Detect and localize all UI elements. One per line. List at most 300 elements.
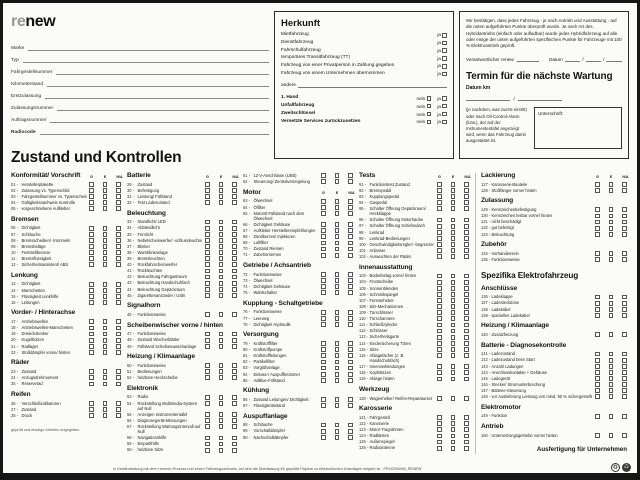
- checkbox-na[interactable]: [464, 182, 469, 187]
- checkbox-e[interactable]: [609, 394, 614, 399]
- checkbox-g[interactable]: [89, 188, 94, 193]
- checkbox-na[interactable]: [116, 294, 121, 299]
- checkbox-na[interactable]: [622, 382, 627, 387]
- checkbox-g[interactable]: [437, 236, 442, 241]
- checkbox-g[interactable]: [205, 436, 210, 441]
- checkbox-e[interactable]: [335, 284, 340, 289]
- checkbox-e[interactable]: [103, 194, 108, 199]
- checkbox-na[interactable]: [464, 280, 469, 285]
- checkbox-g[interactable]: [437, 298, 442, 303]
- checkbox-na[interactable]: [232, 424, 237, 429]
- checkbox-g[interactable]: [437, 194, 442, 199]
- checkbox-na[interactable]: [232, 188, 237, 193]
- checkbox-g[interactable]: [205, 188, 210, 193]
- checkbox-g[interactable]: [437, 274, 442, 279]
- checkbox-g[interactable]: [595, 214, 600, 219]
- checkbox-e[interactable]: [219, 194, 224, 199]
- checkbox-na[interactable]: [348, 341, 353, 346]
- checkbox-g[interactable]: [205, 250, 210, 255]
- checkbox-na[interactable]: [232, 182, 237, 187]
- checkbox-na[interactable]: [232, 200, 237, 205]
- checkbox-na[interactable]: [116, 326, 121, 331]
- checkbox-g[interactable]: [205, 332, 210, 337]
- checkbox-g[interactable]: [89, 413, 94, 418]
- checkbox-na[interactable]: [348, 272, 353, 277]
- km-input-line[interactable]: [518, 95, 562, 101]
- checkbox-na[interactable]: [348, 284, 353, 289]
- checkbox-g[interactable]: [437, 182, 442, 187]
- checkbox-na[interactable]: [348, 429, 353, 434]
- checkbox-e[interactable]: [335, 310, 340, 315]
- checkbox-g[interactable]: [321, 310, 326, 315]
- checkbox-e[interactable]: [451, 329, 456, 334]
- checkbox-na[interactable]: [464, 298, 469, 303]
- checkbox-na[interactable]: [348, 173, 353, 178]
- checkbox-na[interactable]: [116, 375, 121, 380]
- ja-checkbox[interactable]: [442, 48, 447, 53]
- checkbox-e[interactable]: [609, 257, 614, 262]
- checkbox-e[interactable]: [219, 281, 224, 286]
- checkbox-g[interactable]: [321, 403, 326, 408]
- ja-checkbox[interactable]: [442, 41, 447, 46]
- checkbox-na[interactable]: [464, 242, 469, 247]
- checkbox-e[interactable]: [219, 369, 224, 374]
- checkbox-e[interactable]: [219, 182, 224, 187]
- checkbox-g[interactable]: [89, 382, 94, 387]
- ja-checkbox[interactable]: [442, 33, 447, 38]
- checkbox-g[interactable]: [321, 247, 326, 252]
- checkbox-g[interactable]: [89, 332, 94, 337]
- checkbox-g[interactable]: [205, 287, 210, 292]
- checkbox-na[interactable]: [464, 396, 469, 401]
- checkbox-g[interactable]: [89, 375, 94, 380]
- checkbox-e[interactable]: [335, 347, 340, 352]
- checkbox-na[interactable]: [232, 238, 237, 243]
- checkbox-e[interactable]: [335, 435, 340, 440]
- checkbox-g[interactable]: [205, 412, 210, 417]
- checkbox-na[interactable]: [622, 433, 627, 438]
- checkbox-na[interactable]: [232, 375, 237, 380]
- checkbox-na[interactable]: [348, 253, 353, 258]
- vehicle-field-input-line[interactable]: [40, 128, 269, 135]
- vehicle-field-input-line[interactable]: [57, 104, 269, 111]
- checkbox-e[interactable]: [609, 182, 614, 187]
- checkbox-na[interactable]: [622, 214, 627, 219]
- checkbox-e[interactable]: [451, 347, 456, 352]
- checkbox-e[interactable]: [335, 211, 340, 216]
- checkbox-na[interactable]: [232, 293, 237, 298]
- checkbox-e[interactable]: [609, 232, 614, 237]
- checkbox-g[interactable]: [437, 434, 442, 439]
- checkbox-na[interactable]: [232, 232, 237, 237]
- checkbox-e[interactable]: [103, 226, 108, 231]
- checkbox-g[interactable]: [89, 238, 94, 243]
- checkbox-na[interactable]: [348, 199, 353, 204]
- checkbox-na[interactable]: [348, 372, 353, 377]
- checkbox-e[interactable]: [103, 288, 108, 293]
- checkbox-na[interactable]: [348, 347, 353, 352]
- checkbox-na[interactable]: [464, 254, 469, 259]
- checkbox-g[interactable]: [437, 329, 442, 334]
- checkbox-e[interactable]: [451, 396, 456, 401]
- checkbox-na[interactable]: [116, 319, 121, 324]
- checkbox-na[interactable]: [232, 287, 237, 292]
- checkbox-e[interactable]: [609, 220, 614, 225]
- checkbox-e[interactable]: [103, 188, 108, 193]
- checkbox-e[interactable]: [609, 207, 614, 212]
- checkbox-na[interactable]: [232, 363, 237, 368]
- checkbox-na[interactable]: [116, 344, 121, 349]
- checkbox-e[interactable]: [103, 244, 108, 249]
- checkbox-g[interactable]: [595, 251, 600, 256]
- checkbox-na[interactable]: [464, 364, 469, 369]
- checkbox-e[interactable]: [609, 226, 614, 231]
- checkbox-na[interactable]: [116, 226, 121, 231]
- checkbox-e[interactable]: [609, 313, 614, 318]
- checkbox-na[interactable]: [348, 366, 353, 371]
- checkbox-na[interactable]: [464, 427, 469, 432]
- checkbox-na[interactable]: [116, 382, 121, 387]
- checkbox-na[interactable]: [348, 353, 353, 358]
- checkbox-na[interactable]: [348, 290, 353, 295]
- checkbox-g[interactable]: [595, 295, 600, 300]
- checkbox-e[interactable]: [451, 286, 456, 291]
- checkbox-e[interactable]: [609, 214, 614, 219]
- checkbox-g[interactable]: [321, 372, 326, 377]
- checkbox-na[interactable]: [116, 413, 121, 418]
- checkbox-e[interactable]: [219, 226, 224, 231]
- checkbox-na[interactable]: [622, 307, 627, 312]
- checkbox-e[interactable]: [451, 280, 456, 285]
- checkbox-na[interactable]: [348, 435, 353, 440]
- checkbox-e[interactable]: [335, 378, 340, 383]
- checkbox-e[interactable]: [103, 262, 108, 267]
- checkbox-e[interactable]: [451, 182, 456, 187]
- checkbox-g[interactable]: [321, 353, 326, 358]
- checkbox-na[interactable]: [232, 338, 237, 343]
- checkbox-e[interactable]: [451, 254, 456, 259]
- checkbox-e[interactable]: [609, 307, 614, 312]
- checkbox-g[interactable]: [595, 257, 600, 262]
- checkbox-e[interactable]: [219, 375, 224, 380]
- checkbox-g[interactable]: [89, 232, 94, 237]
- checkbox-e[interactable]: [609, 382, 614, 387]
- checkbox-na[interactable]: [116, 188, 121, 193]
- checkbox-na[interactable]: [116, 206, 121, 211]
- checkbox-g[interactable]: [205, 244, 210, 249]
- checkbox-g[interactable]: [89, 256, 94, 261]
- checkbox-g[interactable]: [89, 206, 94, 211]
- checkbox-na[interactable]: [348, 403, 353, 408]
- ja-checkbox[interactable]: [442, 104, 447, 109]
- checkbox-g[interactable]: [437, 218, 442, 223]
- checkbox-g[interactable]: [89, 182, 94, 187]
- checkbox-na[interactable]: [348, 228, 353, 233]
- checkbox-g[interactable]: [321, 278, 326, 283]
- vehicle-field-input-line[interactable]: [23, 56, 269, 63]
- checkbox-g[interactable]: [437, 200, 442, 205]
- checkbox-na[interactable]: [348, 310, 353, 315]
- checkbox-e[interactable]: [609, 433, 614, 438]
- checkbox-g[interactable]: [205, 363, 210, 368]
- checkbox-na[interactable]: [116, 256, 121, 261]
- checkbox-na[interactable]: [622, 388, 627, 393]
- checkbox-g[interactable]: [89, 407, 94, 412]
- checkbox-g[interactable]: [437, 415, 442, 420]
- checkbox-g[interactable]: [595, 414, 600, 419]
- checkbox-g[interactable]: [595, 370, 600, 375]
- checkbox-e[interactable]: [451, 194, 456, 199]
- checkbox-e[interactable]: [609, 414, 614, 419]
- checkbox-na[interactable]: [232, 312, 237, 317]
- checkbox-e[interactable]: [103, 182, 108, 187]
- checkbox-na[interactable]: [232, 226, 237, 231]
- checkbox-e[interactable]: [219, 401, 224, 406]
- checkbox-na[interactable]: [464, 329, 469, 334]
- checkbox-na[interactable]: [464, 230, 469, 235]
- checkbox-g[interactable]: [437, 280, 442, 285]
- vehicle-field-input-line[interactable]: [45, 92, 269, 99]
- checkbox-na[interactable]: [348, 378, 353, 383]
- checkbox-e[interactable]: [335, 179, 340, 184]
- checkbox-g[interactable]: [89, 300, 94, 305]
- checkbox-g[interactable]: [205, 262, 210, 267]
- checkbox-e[interactable]: [335, 241, 340, 246]
- checkbox-e[interactable]: [451, 323, 456, 328]
- checkbox-na[interactable]: [348, 316, 353, 321]
- checkbox-na[interactable]: [116, 288, 121, 293]
- checkbox-na[interactable]: [464, 316, 469, 321]
- checkbox-e[interactable]: [451, 415, 456, 420]
- checkbox-g[interactable]: [321, 199, 326, 204]
- checkbox-g[interactable]: [437, 316, 442, 321]
- checkbox-g[interactable]: [437, 254, 442, 259]
- checkbox-na[interactable]: [232, 418, 237, 423]
- checkbox-na[interactable]: [464, 370, 469, 375]
- checkbox-g[interactable]: [205, 226, 210, 231]
- checkbox-g[interactable]: [205, 448, 210, 453]
- checkbox-g[interactable]: [437, 310, 442, 315]
- checkbox-g[interactable]: [205, 442, 210, 447]
- checkbox-g[interactable]: [437, 292, 442, 297]
- checkbox-g[interactable]: [205, 375, 210, 380]
- ja-checkbox[interactable]: [442, 72, 447, 77]
- checkbox-na[interactable]: [622, 220, 627, 225]
- checkbox-g[interactable]: [437, 335, 442, 340]
- checkbox-na[interactable]: [622, 352, 627, 357]
- ja-checkbox[interactable]: [442, 120, 447, 125]
- checkbox-e[interactable]: [451, 224, 456, 229]
- checkbox-g[interactable]: [205, 200, 210, 205]
- checkbox-g[interactable]: [321, 316, 326, 321]
- checkbox-e[interactable]: [219, 338, 224, 343]
- checkbox-g[interactable]: [89, 350, 94, 355]
- checkbox-g[interactable]: [321, 378, 326, 383]
- vehicle-field-input-line[interactable]: [28, 44, 269, 51]
- checkbox-g[interactable]: [437, 224, 442, 229]
- checkbox-g[interactable]: [595, 382, 600, 387]
- checkbox-g[interactable]: [595, 433, 600, 438]
- checkbox-na[interactable]: [232, 442, 237, 447]
- checkbox-e[interactable]: [335, 199, 340, 204]
- checkbox-e[interactable]: [335, 403, 340, 408]
- checkbox-na[interactable]: [116, 238, 121, 243]
- checkbox-na[interactable]: [116, 250, 121, 255]
- checkbox-g[interactable]: [89, 244, 94, 249]
- checkbox-na[interactable]: [622, 376, 627, 381]
- checkbox-e[interactable]: [219, 250, 224, 255]
- checkbox-g[interactable]: [321, 211, 326, 216]
- checkbox-e[interactable]: [103, 200, 108, 205]
- checkbox-e[interactable]: [103, 413, 108, 418]
- checkbox-g[interactable]: [205, 312, 210, 317]
- checkbox-e[interactable]: [609, 376, 614, 381]
- checkbox-g[interactable]: [205, 275, 210, 280]
- checkbox-g[interactable]: [205, 232, 210, 237]
- checkbox-na[interactable]: [116, 300, 121, 305]
- checkbox-na[interactable]: [622, 370, 627, 375]
- checkbox-na[interactable]: [348, 234, 353, 239]
- checkbox-e[interactable]: [335, 290, 340, 295]
- checkbox-e[interactable]: [335, 272, 340, 277]
- checkbox-g[interactable]: [205, 293, 210, 298]
- checkbox-e[interactable]: [609, 295, 614, 300]
- vehicle-field-input-line[interactable]: [47, 80, 269, 87]
- checkbox-e[interactable]: [451, 236, 456, 241]
- checkbox-na[interactable]: [622, 313, 627, 318]
- checkbox-e[interactable]: [219, 200, 224, 205]
- checkbox-g[interactable]: [89, 401, 94, 406]
- checkbox-e[interactable]: [219, 293, 224, 298]
- checkbox-na[interactable]: [232, 269, 237, 274]
- checkbox-g[interactable]: [321, 341, 326, 346]
- checkbox-na[interactable]: [348, 179, 353, 184]
- checkbox-g[interactable]: [595, 364, 600, 369]
- checkbox-e[interactable]: [451, 230, 456, 235]
- vehicle-field-input-line[interactable]: [56, 68, 269, 75]
- checkbox-na[interactable]: [622, 301, 627, 306]
- checkbox-e[interactable]: [103, 338, 108, 343]
- checkbox-g[interactable]: [89, 282, 94, 287]
- checkbox-g[interactable]: [595, 313, 600, 318]
- checkbox-na[interactable]: [116, 332, 121, 337]
- checkbox-e[interactable]: [609, 301, 614, 306]
- checkbox-e[interactable]: [451, 274, 456, 279]
- checkbox-e[interactable]: [103, 294, 108, 299]
- signature-box[interactable]: [534, 107, 622, 149]
- checkbox-g[interactable]: [321, 205, 326, 210]
- checkbox-na[interactable]: [464, 218, 469, 223]
- checkbox-g[interactable]: [321, 360, 326, 365]
- checkbox-e[interactable]: [451, 218, 456, 223]
- checkbox-na[interactable]: [232, 256, 237, 261]
- checkbox-e[interactable]: [219, 442, 224, 447]
- checkbox-na[interactable]: [232, 436, 237, 441]
- checkbox-e[interactable]: [451, 200, 456, 205]
- checkbox-na[interactable]: [622, 358, 627, 363]
- checkbox-e[interactable]: [451, 206, 456, 211]
- checkbox-e[interactable]: [219, 262, 224, 267]
- checkbox-g[interactable]: [205, 395, 210, 400]
- checkbox-e[interactable]: [335, 228, 340, 233]
- checkbox-g[interactable]: [437, 230, 442, 235]
- checkbox-e[interactable]: [335, 353, 340, 358]
- checkbox-na[interactable]: [232, 262, 237, 267]
- checkbox-e[interactable]: [335, 205, 340, 210]
- checkbox-e[interactable]: [103, 232, 108, 237]
- checkbox-e[interactable]: [103, 319, 108, 324]
- checkbox-g[interactable]: [321, 397, 326, 402]
- checkbox-na[interactable]: [464, 292, 469, 297]
- checkbox-na[interactable]: [464, 440, 469, 445]
- checkbox-na[interactable]: [464, 353, 469, 358]
- checkbox-e[interactable]: [335, 253, 340, 258]
- checkbox-e[interactable]: [219, 238, 224, 243]
- checkbox-na[interactable]: [464, 323, 469, 328]
- checkbox-na[interactable]: [464, 236, 469, 241]
- checkbox-na[interactable]: [348, 222, 353, 227]
- checkbox-g[interactable]: [89, 288, 94, 293]
- checkbox-g[interactable]: [89, 319, 94, 324]
- checkbox-e[interactable]: [335, 366, 340, 371]
- checkbox-e[interactable]: [103, 326, 108, 331]
- checkbox-e[interactable]: [451, 310, 456, 315]
- checkbox-g[interactable]: [437, 427, 442, 432]
- checkbox-g[interactable]: [89, 250, 94, 255]
- checkbox-e[interactable]: [609, 188, 614, 193]
- checkbox-e[interactable]: [451, 292, 456, 297]
- checkbox-e[interactable]: [609, 370, 614, 375]
- checkbox-na[interactable]: [622, 182, 627, 187]
- checkbox-e[interactable]: [335, 423, 340, 428]
- checkbox-g[interactable]: [437, 364, 442, 369]
- checkbox-na[interactable]: [464, 335, 469, 340]
- checkbox-na[interactable]: [622, 226, 627, 231]
- checkbox-na[interactable]: [464, 341, 469, 346]
- checkbox-e[interactable]: [103, 369, 108, 374]
- checkbox-na[interactable]: [232, 281, 237, 286]
- checkbox-e[interactable]: [335, 429, 340, 434]
- checkbox-g[interactable]: [205, 182, 210, 187]
- checkbox-g[interactable]: [205, 256, 210, 261]
- checkbox-na[interactable]: [232, 244, 237, 249]
- checkbox-e[interactable]: [335, 372, 340, 377]
- checkbox-na[interactable]: [348, 205, 353, 210]
- checkbox-g[interactable]: [437, 440, 442, 445]
- checkbox-e[interactable]: [609, 358, 614, 363]
- checkbox-e[interactable]: [219, 275, 224, 280]
- checkbox-g[interactable]: [205, 369, 210, 374]
- checkbox-g[interactable]: [595, 232, 600, 237]
- checkbox-g[interactable]: [89, 369, 94, 374]
- checkbox-na[interactable]: [116, 232, 121, 237]
- nein-checkbox[interactable]: [427, 104, 432, 109]
- checkbox-g[interactable]: [205, 424, 210, 429]
- checkbox-e[interactable]: [219, 256, 224, 261]
- ja-checkbox[interactable]: [442, 64, 447, 69]
- checkbox-na[interactable]: [116, 194, 121, 199]
- checkbox-na[interactable]: [116, 401, 121, 406]
- checkbox-na[interactable]: [464, 347, 469, 352]
- checkbox-e[interactable]: [219, 188, 224, 193]
- checkbox-g[interactable]: [437, 347, 442, 352]
- checkbox-e[interactable]: [103, 332, 108, 337]
- checkbox-na[interactable]: [464, 446, 469, 451]
- checkbox-na[interactable]: [464, 188, 469, 193]
- ja-checkbox[interactable]: [442, 56, 447, 61]
- checkbox-g[interactable]: [595, 352, 600, 357]
- date-input-line[interactable]: [565, 56, 584, 63]
